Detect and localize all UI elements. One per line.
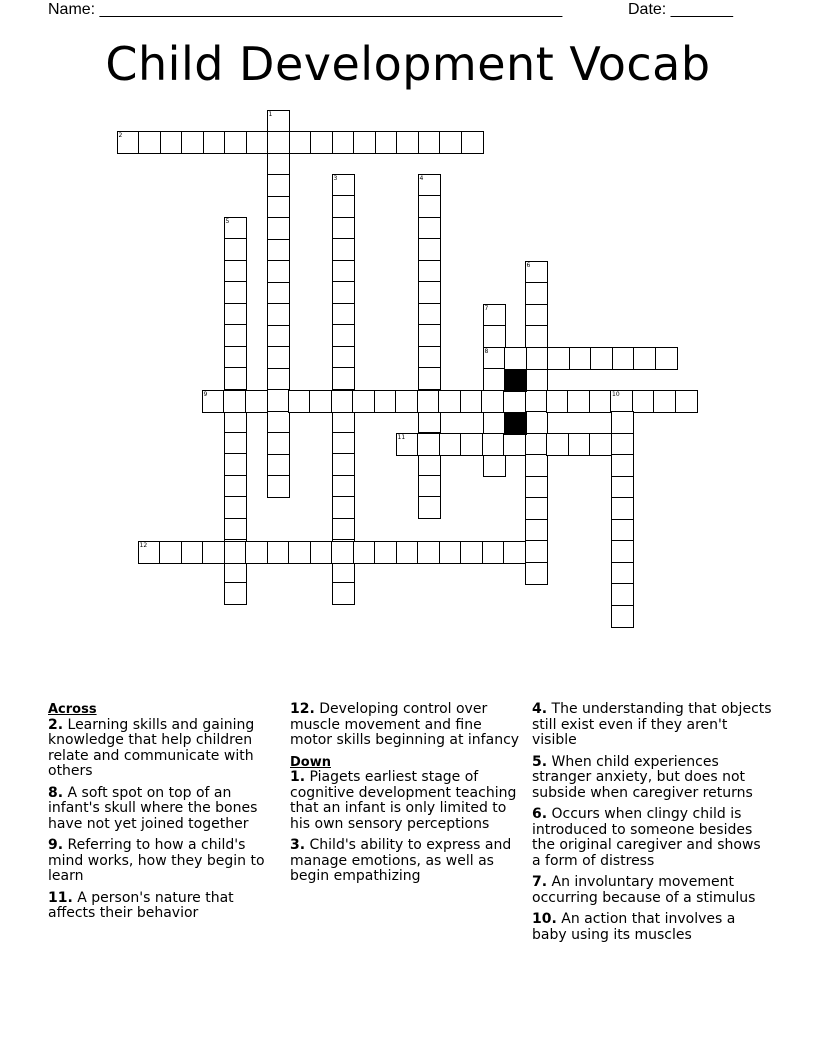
name-field-label: Name: ____________________________________________________ bbox=[48, 1, 563, 18]
crossword-cell[interactable] bbox=[569, 347, 592, 370]
crossword-cell[interactable] bbox=[675, 390, 698, 413]
crossword-cell[interactable] bbox=[525, 304, 548, 327]
crossword-cell[interactable] bbox=[504, 347, 527, 370]
crossword-cell[interactable] bbox=[245, 390, 268, 413]
crossword-cell[interactable] bbox=[525, 540, 548, 563]
crossword-cell[interactable] bbox=[267, 303, 290, 326]
crossword-cell[interactable] bbox=[267, 541, 290, 564]
crossword-cell[interactable] bbox=[332, 131, 355, 154]
clue-number: 2 bbox=[118, 131, 123, 139]
crossword-cell[interactable] bbox=[332, 582, 355, 605]
crossword-cell[interactable] bbox=[224, 475, 247, 498]
clue-number: 9 bbox=[203, 390, 208, 398]
crossword-cell[interactable] bbox=[396, 131, 419, 154]
crossword-cell[interactable] bbox=[224, 453, 247, 476]
page-title: Child Development Vocab bbox=[105, 37, 711, 91]
crossword-cell[interactable] bbox=[224, 324, 247, 347]
crossword-cell[interactable] bbox=[332, 410, 355, 433]
crossword-cell[interactable] bbox=[332, 367, 355, 390]
crossword-cell[interactable] bbox=[418, 346, 441, 369]
crossword-cell[interactable] bbox=[589, 433, 612, 456]
crossword-cell[interactable] bbox=[418, 281, 441, 304]
clue-number: 6 bbox=[526, 261, 531, 269]
crossword-cell[interactable] bbox=[396, 433, 419, 456]
crossword-cell[interactable] bbox=[332, 238, 355, 261]
crossword-cell[interactable] bbox=[439, 541, 462, 564]
crossword-cell[interactable] bbox=[374, 541, 397, 564]
crossword-cell[interactable] bbox=[653, 390, 676, 413]
crossword-cell[interactable] bbox=[289, 131, 312, 154]
crossword-cell[interactable] bbox=[267, 325, 290, 348]
clue-number: 5 bbox=[225, 217, 230, 225]
crossword-cell[interactable] bbox=[525, 519, 548, 542]
crossword-cell[interactable] bbox=[352, 390, 375, 413]
crossword-cell[interactable] bbox=[418, 324, 441, 347]
crossword-cell[interactable] bbox=[224, 367, 247, 390]
crossword-cell[interactable] bbox=[481, 390, 504, 413]
crossword-cell[interactable] bbox=[332, 174, 355, 197]
crossword-cell[interactable] bbox=[224, 582, 247, 605]
crossword-cell[interactable] bbox=[418, 260, 441, 283]
crossword-cell[interactable] bbox=[332, 217, 355, 240]
crossword-cell[interactable] bbox=[267, 110, 290, 133]
crossword-cell[interactable] bbox=[224, 303, 247, 326]
crossword-cell[interactable] bbox=[332, 281, 355, 304]
crossword-cell[interactable] bbox=[525, 411, 548, 434]
crossword-cell[interactable] bbox=[332, 346, 355, 369]
crossword-cell[interactable] bbox=[288, 541, 311, 564]
crossword-cell[interactable] bbox=[439, 131, 462, 154]
crossword-cell[interactable] bbox=[525, 282, 548, 305]
crossword-cell[interactable] bbox=[331, 390, 354, 413]
crossword-cell[interactable] bbox=[546, 390, 569, 413]
crossword-cell[interactable] bbox=[460, 390, 483, 413]
crossword-cell[interactable] bbox=[374, 390, 397, 413]
clue-number: 4 bbox=[419, 174, 424, 182]
crossword-cell[interactable] bbox=[525, 454, 548, 477]
crossword-cell[interactable] bbox=[267, 174, 290, 197]
clue-number: 11 bbox=[397, 433, 406, 441]
crossword-cell[interactable] bbox=[526, 347, 549, 370]
crossword-cell[interactable] bbox=[439, 433, 462, 456]
crossword-cell[interactable] bbox=[525, 433, 548, 456]
down-clue-1: 1. Piagets earliest stage of cognitive development teaching that an infant is only limited to his own sensory perceptions bbox=[290, 769, 517, 832]
crossword-cell[interactable] bbox=[223, 390, 246, 413]
across-clue-11: 11. A person's nature that affects their behavior bbox=[48, 889, 234, 921]
crossword-cell[interactable] bbox=[288, 390, 311, 413]
crossword-cell[interactable] bbox=[525, 476, 548, 499]
clue-number: 8 bbox=[484, 347, 489, 355]
clues-column-1 bbox=[48, 702, 276, 928]
crossword-cell[interactable] bbox=[267, 282, 290, 305]
crossword-cell[interactable] bbox=[417, 433, 440, 456]
crossword-cell[interactable] bbox=[267, 475, 290, 498]
crossword-cell[interactable] bbox=[310, 541, 333, 564]
crossword-cell[interactable] bbox=[267, 217, 290, 240]
crossword-cell[interactable] bbox=[611, 605, 634, 628]
crossword-cell[interactable] bbox=[482, 541, 505, 564]
crossword-cell[interactable] bbox=[332, 475, 355, 498]
crossword-cell[interactable] bbox=[610, 390, 633, 413]
crossword-cell[interactable] bbox=[138, 131, 161, 154]
crossword-cell[interactable] bbox=[224, 541, 247, 564]
crossword-cell[interactable] bbox=[611, 411, 634, 434]
across-clue-12: 12. Developing control over muscle movement and fine motor skills beginning at infancy bbox=[290, 701, 520, 748]
crossword-cell[interactable] bbox=[332, 260, 355, 283]
crossword-cell[interactable] bbox=[460, 433, 483, 456]
crossword-cell[interactable] bbox=[267, 153, 290, 176]
crossword-cell[interactable] bbox=[483, 368, 506, 391]
crossword-cell[interactable] bbox=[138, 541, 161, 564]
down-heading: Down bbox=[290, 754, 331, 770]
crossword-cell[interactable] bbox=[611, 519, 634, 542]
down-clue-6: 6. Occurs when clingy child is introduced to someone besides the original caregiver and shows a form of distress bbox=[532, 806, 761, 869]
crossword-cell[interactable] bbox=[525, 325, 548, 348]
crossword-cell[interactable] bbox=[418, 174, 441, 197]
crossword-cell[interactable] bbox=[267, 346, 290, 369]
crossword-cell[interactable] bbox=[224, 518, 247, 541]
clue-number: 3 bbox=[333, 174, 338, 182]
crossword-cell[interactable] bbox=[418, 475, 441, 498]
crossword-cell[interactable] bbox=[611, 540, 634, 563]
crossword-cell[interactable] bbox=[246, 131, 269, 154]
crossword-cell[interactable] bbox=[267, 131, 290, 154]
clue-number: 7 bbox=[484, 304, 489, 312]
crossword-cell[interactable] bbox=[655, 347, 678, 370]
crossword-cell[interactable] bbox=[418, 453, 441, 476]
crossword-cell[interactable] bbox=[267, 239, 290, 262]
crossword-cell[interactable] bbox=[202, 390, 225, 413]
crossword-cell[interactable] bbox=[117, 131, 140, 154]
crossword-cell[interactable] bbox=[267, 411, 290, 434]
crossword-cell[interactable] bbox=[267, 454, 290, 477]
crossword-cell[interactable] bbox=[159, 541, 182, 564]
crossword-cell[interactable] bbox=[332, 453, 355, 476]
crossword-cell[interactable] bbox=[525, 390, 548, 413]
clue-number: 1 bbox=[268, 110, 273, 118]
black-square bbox=[504, 412, 527, 435]
crossword-cell[interactable] bbox=[396, 541, 419, 564]
crossword-cell[interactable] bbox=[611, 497, 634, 520]
crossword-cell[interactable] bbox=[611, 583, 634, 606]
crossword-cell[interactable] bbox=[418, 303, 441, 326]
crossword-cell[interactable] bbox=[224, 496, 247, 519]
crossword-cell[interactable] bbox=[224, 432, 247, 455]
crossword-cell[interactable] bbox=[503, 433, 526, 456]
crossword-cell[interactable] bbox=[267, 260, 290, 283]
crossword-cell[interactable] bbox=[460, 541, 483, 564]
across-clue-8: 8. A soft spot on top of an infant's skull where the bones have not yet joined together bbox=[48, 784, 258, 832]
crossword-cell[interactable] bbox=[483, 411, 506, 434]
crossword-cell[interactable] bbox=[525, 497, 548, 520]
down-clue-4: 4. The understanding that objects still exist even if they aren't visible bbox=[532, 701, 772, 748]
crossword-cell[interactable] bbox=[267, 368, 290, 391]
crossword-cell[interactable] bbox=[224, 281, 247, 304]
crossword-cell[interactable] bbox=[224, 217, 247, 240]
crossword-cell[interactable] bbox=[375, 131, 398, 154]
crossword-cell[interactable] bbox=[310, 131, 333, 154]
crossword-cell[interactable] bbox=[203, 131, 226, 154]
crossword-cell[interactable] bbox=[418, 496, 441, 519]
crossword-cell[interactable] bbox=[224, 410, 247, 433]
crossword-cell[interactable] bbox=[483, 304, 506, 327]
crossword-cell[interactable] bbox=[568, 433, 591, 456]
crossword-cell[interactable] bbox=[418, 410, 441, 433]
crossword-cell[interactable] bbox=[202, 541, 225, 564]
clue-number: 10 bbox=[612, 390, 620, 398]
crossword-cell[interactable] bbox=[417, 390, 440, 413]
crossword-cell[interactable] bbox=[332, 518, 355, 541]
crossword-cell[interactable] bbox=[611, 476, 634, 499]
crossword-cell[interactable] bbox=[267, 389, 290, 412]
crossword-cell[interactable] bbox=[547, 347, 570, 370]
crossword-cell[interactable] bbox=[332, 496, 355, 519]
clues-column-3 bbox=[532, 702, 772, 949]
down-clue-5: 5. When child experiences stranger anxiety, but does not subside when caregiver returns bbox=[532, 753, 753, 801]
crossword-cell[interactable] bbox=[417, 541, 440, 564]
down-clue-7: 7. An involuntary movement occurring because of a stimulus bbox=[532, 874, 756, 906]
across-clue-9: 9. Referring to how a child's mind works, how they begin to learn bbox=[48, 837, 265, 884]
crossword-cell[interactable] bbox=[267, 432, 290, 455]
down-clue-3: 3. Child's ability to express and manage emotions, as well as begin empathizing bbox=[290, 837, 512, 884]
crossword-cell[interactable] bbox=[353, 541, 376, 564]
crossword-cell[interactable] bbox=[267, 196, 290, 219]
crossword-cell[interactable] bbox=[181, 131, 204, 154]
crossword-cell[interactable] bbox=[483, 347, 506, 370]
down-clue-10: 10. An action that involves a baby using its muscles bbox=[532, 911, 736, 943]
crossword-cell[interactable] bbox=[418, 195, 441, 218]
across-clue-2: 2. Learning skills and gaining knowledge that help children relate and communicate with others bbox=[48, 716, 255, 779]
crossword-cell[interactable] bbox=[332, 561, 355, 584]
crossword-cell[interactable] bbox=[483, 454, 506, 477]
crossword-cell[interactable] bbox=[332, 324, 355, 347]
clue-number: 12 bbox=[139, 541, 148, 549]
crossword-cell[interactable] bbox=[632, 390, 655, 413]
black-square bbox=[504, 369, 527, 392]
crossword-cell[interactable] bbox=[418, 217, 441, 240]
crossword-cell[interactable] bbox=[483, 325, 506, 348]
crossword-cell[interactable] bbox=[331, 541, 354, 564]
crossword-cell[interactable] bbox=[525, 368, 548, 391]
crossword-cell[interactable] bbox=[503, 390, 526, 413]
crossword-cell[interactable] bbox=[612, 347, 635, 370]
crossword-cell[interactable] bbox=[461, 131, 484, 154]
crossword-cell[interactable] bbox=[224, 260, 247, 283]
crossword-cell[interactable] bbox=[395, 390, 418, 413]
crossword-cell[interactable] bbox=[332, 303, 355, 326]
date-field-label: Date: _______ bbox=[628, 1, 733, 18]
crossword-cell[interactable] bbox=[567, 390, 590, 413]
crossword-cell[interactable] bbox=[590, 347, 613, 370]
crossword-cell[interactable] bbox=[181, 541, 204, 564]
crossword-cell[interactable] bbox=[611, 562, 634, 585]
across-heading: Across bbox=[48, 702, 97, 717]
crossword-cell[interactable] bbox=[224, 346, 247, 369]
crossword-cell[interactable] bbox=[503, 541, 526, 564]
crossword-cell[interactable] bbox=[525, 562, 548, 585]
clues-column-2 bbox=[290, 702, 526, 891]
crossword-cell[interactable] bbox=[332, 432, 355, 455]
crossword-cell[interactable] bbox=[611, 433, 634, 456]
crossword-cell[interactable] bbox=[589, 390, 612, 413]
crossword-cell[interactable] bbox=[418, 238, 441, 261]
crossword-cell[interactable] bbox=[224, 238, 247, 261]
crossword-cell[interactable] bbox=[224, 131, 247, 154]
crossword-cell[interactable] bbox=[160, 131, 183, 154]
crossword-cell[interactable] bbox=[332, 195, 355, 218]
crossword-cell[interactable] bbox=[309, 390, 332, 413]
crossword-cell[interactable] bbox=[482, 433, 505, 456]
crossword-cell[interactable] bbox=[633, 347, 656, 370]
crossword-cell[interactable] bbox=[611, 454, 634, 477]
crossword-cell[interactable] bbox=[224, 561, 247, 584]
crossword-cell[interactable] bbox=[418, 367, 441, 390]
crossword-cell[interactable] bbox=[546, 433, 569, 456]
crossword-cell[interactable] bbox=[525, 261, 548, 284]
crossword-cell[interactable] bbox=[353, 131, 376, 154]
crossword-cell[interactable] bbox=[438, 390, 461, 413]
crossword-cell[interactable] bbox=[245, 541, 268, 564]
crossword-cell[interactable] bbox=[418, 131, 441, 154]
